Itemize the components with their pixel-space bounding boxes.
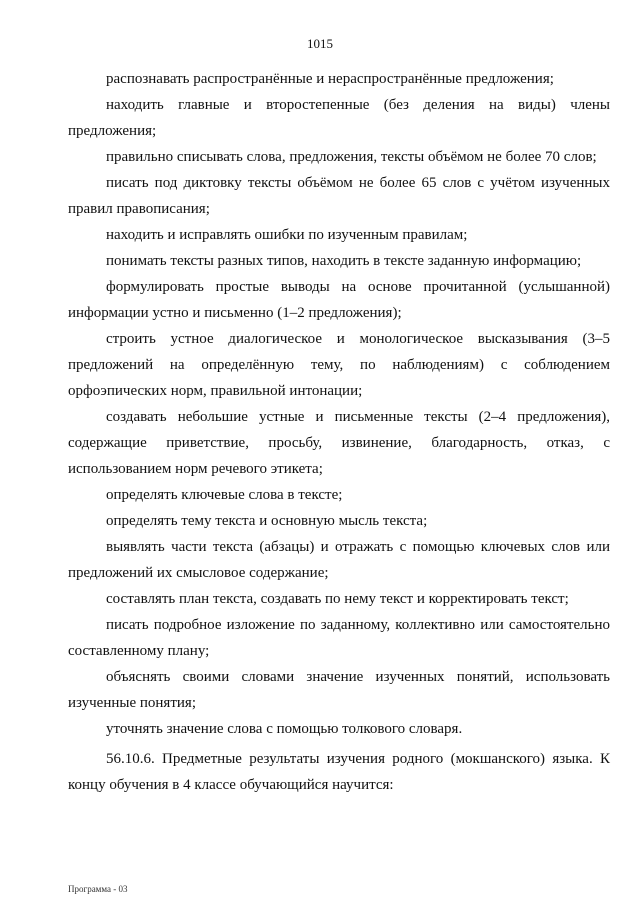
list-item: правильно списывать слова, предложения, тексты объёмом не более 70 слов; xyxy=(106,149,597,165)
list-item: находить и исправлять ошибки по изученным правилам; xyxy=(106,227,468,243)
list-item: формулировать простые выводы на основе прочитанной (услышанной) информации устно и письменно (1–2 предложения); xyxy=(68,279,610,321)
list-item: уточнять значение слова с помощью толкового словаря. xyxy=(106,721,463,737)
list-item: строить устное диалогическое и монологическое высказывания (3–5 предложений на определённую тему, по наблюдениям) с соблюдением орфоэпических норм, правильной интонации; xyxy=(68,331,610,399)
list-item: составлять план текста, создавать по нему текст и корректировать текст; xyxy=(106,591,569,607)
list-item: объяснять своими словами значение изученных понятий, использовать изученные понятия; xyxy=(68,669,610,711)
list-item: понимать тексты разных типов, находить в тексте заданную информацию; xyxy=(106,253,582,269)
list-item: распознавать распространённые и нераспространённые предложения; xyxy=(106,71,554,87)
footer-label: Программа - 03 xyxy=(68,884,128,894)
section-paragraph: 56.10.6. Предметные результаты изучения родного (мокшанского) языка. К концу обучения в 4 классе обучающийся научится: xyxy=(68,751,610,793)
page-number: 1015 xyxy=(307,36,333,51)
list-item: выявлять части текста (абзацы) и отражать с помощью ключевых слов или предложений их смысловое содержание; xyxy=(68,539,610,581)
list-item: писать подробное изложение по заданному, коллективно или самостоятельно составленному плану; xyxy=(68,617,610,659)
list-item: определять ключевые слова в тексте; xyxy=(106,487,343,503)
list-item: определять тему текста и основную мысль текста; xyxy=(106,513,428,529)
list-item: создавать небольшие устные и письменные тексты (2–4 предложения), содержащие приветствие, просьбу, извинение, благодарность, отказ, с использованием норм речевого этикета; xyxy=(68,409,610,477)
list-item: писать под диктовку тексты объёмом не более 65 слов с учётом изученных правил правописания; xyxy=(68,175,610,217)
list-item: находить главные и второстепенные (без деления на виды) члены предложения; xyxy=(68,97,610,139)
document-body xyxy=(68,66,610,798)
